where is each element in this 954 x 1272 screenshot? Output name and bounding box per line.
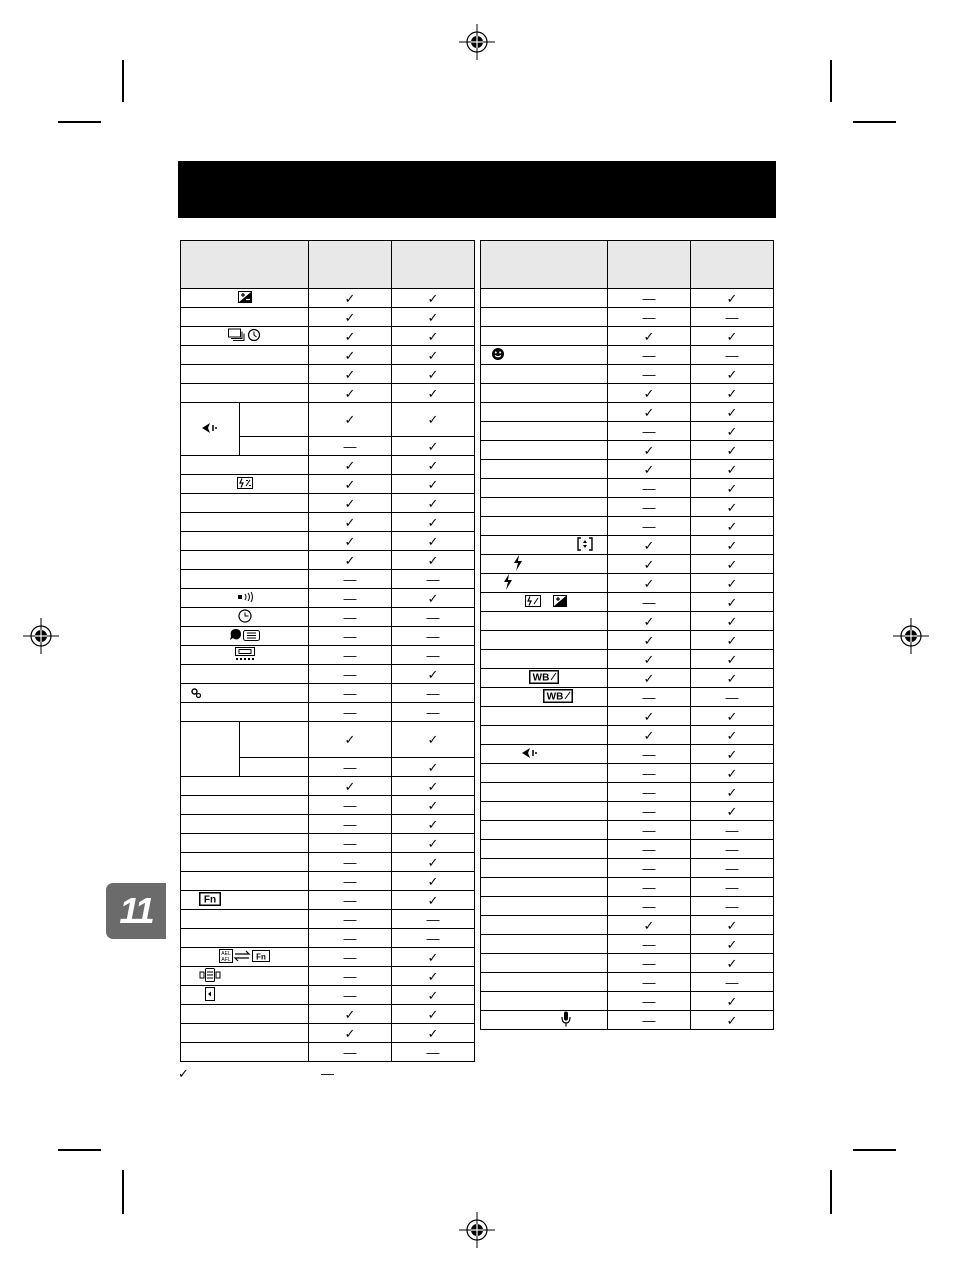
table-row bbox=[481, 384, 774, 403]
availability-cell: — bbox=[309, 665, 392, 684]
table-row bbox=[481, 897, 774, 916]
crop-mark bbox=[58, 121, 101, 123]
availability-cell: — bbox=[691, 878, 774, 897]
availability-cell: — bbox=[691, 821, 774, 840]
availability-cell: — bbox=[608, 688, 691, 707]
availability-cell: ✓ bbox=[608, 916, 691, 935]
table-row bbox=[181, 703, 475, 722]
drive-selftimer-icon bbox=[228, 328, 262, 344]
availability-cell: ✓ bbox=[608, 631, 691, 650]
svg-text:Fn: Fn bbox=[203, 894, 217, 906]
availability-cell: — bbox=[608, 897, 691, 916]
availability-cell: — bbox=[309, 891, 392, 910]
availability-cell: ✓ bbox=[608, 650, 691, 669]
af-frame-icon bbox=[577, 537, 593, 553]
availability-cell: — bbox=[691, 897, 774, 916]
availability-cell: ✓ bbox=[691, 479, 774, 498]
availability-cell: ✓ bbox=[691, 327, 774, 346]
registration-target-icon bbox=[459, 1212, 495, 1248]
table-row bbox=[481, 992, 774, 1011]
availability-cell: ✓ bbox=[309, 327, 392, 346]
table-row bbox=[181, 948, 475, 967]
availability-cell: — bbox=[608, 954, 691, 973]
availability-cell: ✓ bbox=[691, 536, 774, 555]
table-row bbox=[181, 551, 475, 570]
availability-cell: ✓ bbox=[608, 555, 691, 574]
wb-comp-icon bbox=[529, 670, 559, 686]
availability-cell: ✓ bbox=[309, 513, 392, 532]
availability-cell: ✓ bbox=[608, 327, 691, 346]
legend-dash: — bbox=[321, 1066, 334, 1081]
availability-cell: ✓ bbox=[691, 992, 774, 1011]
availability-cell: ✓ bbox=[392, 403, 475, 437]
availability-cell: — bbox=[309, 758, 392, 777]
availability-cell: ✓ bbox=[309, 494, 392, 513]
table-row bbox=[181, 532, 475, 551]
availability-cell: — bbox=[608, 745, 691, 764]
beep-icon bbox=[237, 591, 253, 605]
table-row bbox=[181, 475, 475, 494]
table-row bbox=[481, 441, 774, 460]
availability-cell: ✓ bbox=[691, 650, 774, 669]
availability-cell: ✓ bbox=[309, 384, 392, 403]
table-row bbox=[181, 384, 475, 403]
crop-mark bbox=[58, 1149, 101, 1151]
crop-mark bbox=[122, 60, 124, 102]
availability-cell: ✓ bbox=[309, 403, 392, 437]
availability-cell: ✓ bbox=[691, 384, 774, 403]
table-row bbox=[181, 327, 475, 346]
table-row bbox=[181, 834, 475, 853]
table-row bbox=[481, 707, 774, 726]
availability-cell: ✓ bbox=[392, 665, 475, 684]
availability-cell: — bbox=[309, 929, 392, 948]
flash-icon-2 bbox=[503, 574, 513, 592]
availability-cell: ✓ bbox=[392, 853, 475, 872]
availability-cell: ✓ bbox=[691, 289, 774, 308]
availability-cell: ✓ bbox=[392, 475, 475, 494]
availability-cell: ✓ bbox=[691, 441, 774, 460]
availability-cell: ✓ bbox=[608, 403, 691, 422]
table-row bbox=[481, 479, 774, 498]
clock-icon bbox=[236, 609, 254, 625]
availability-cell: ✓ bbox=[392, 551, 475, 570]
availability-cell: — bbox=[608, 878, 691, 897]
table-row bbox=[181, 308, 475, 327]
availability-cell: ✓ bbox=[309, 722, 392, 758]
availability-cell: — bbox=[608, 479, 691, 498]
availability-cell: — bbox=[392, 646, 475, 665]
availability-cell: — bbox=[309, 834, 392, 853]
availability-cell: ✓ bbox=[392, 308, 475, 327]
availability-cell: ✓ bbox=[608, 612, 691, 631]
table-row bbox=[481, 574, 774, 593]
svg-text:WB: WB bbox=[546, 691, 564, 703]
table-row bbox=[481, 669, 774, 688]
availability-cell: ✓ bbox=[309, 289, 392, 308]
table-row bbox=[181, 967, 475, 986]
availability-cell: — bbox=[608, 1011, 691, 1030]
table-row bbox=[181, 403, 475, 437]
availability-cell: — bbox=[392, 608, 475, 627]
availability-cell: ✓ bbox=[392, 796, 475, 815]
availability-cell: — bbox=[309, 796, 392, 815]
availability-cell: — bbox=[608, 308, 691, 327]
availability-cell: — bbox=[608, 365, 691, 384]
table-row bbox=[481, 631, 774, 650]
availability-cell: — bbox=[608, 289, 691, 308]
table-row bbox=[481, 954, 774, 973]
availability-cell: ✓ bbox=[309, 1005, 392, 1024]
table-row bbox=[181, 986, 475, 1005]
table-row bbox=[181, 891, 475, 910]
table-row bbox=[181, 646, 475, 665]
table-row bbox=[481, 1011, 774, 1030]
availability-cell: ✓ bbox=[309, 308, 392, 327]
availability-cell: — bbox=[608, 346, 691, 365]
language-icon bbox=[229, 628, 261, 644]
table-header-row bbox=[481, 241, 774, 289]
face-icon bbox=[491, 347, 505, 363]
left-function-table bbox=[180, 240, 475, 1062]
crop-mark bbox=[830, 60, 832, 102]
table-row bbox=[481, 555, 774, 574]
availability-cell: ✓ bbox=[392, 1024, 475, 1043]
availability-cell: ✓ bbox=[392, 365, 475, 384]
table-row bbox=[481, 536, 774, 555]
availability-cell: ✓ bbox=[691, 726, 774, 745]
availability-cell: ✓ bbox=[309, 456, 392, 475]
chapter-tab: 11 bbox=[106, 883, 166, 939]
af-target-icon bbox=[201, 422, 219, 436]
availability-cell: — bbox=[392, 703, 475, 722]
availability-cell: ✓ bbox=[691, 764, 774, 783]
availability-cell: ✓ bbox=[691, 631, 774, 650]
right-function-table bbox=[480, 240, 774, 1030]
availability-cell: ✓ bbox=[691, 365, 774, 384]
availability-cell: ✓ bbox=[392, 872, 475, 891]
availability-cell: ✓ bbox=[392, 532, 475, 551]
table-row bbox=[481, 346, 774, 365]
availability-cell: — bbox=[309, 589, 392, 608]
table-row bbox=[481, 859, 774, 878]
availability-cell: — bbox=[691, 308, 774, 327]
table-row bbox=[181, 684, 475, 703]
availability-cell: — bbox=[309, 967, 392, 986]
availability-cell: ✓ bbox=[608, 726, 691, 745]
table-row bbox=[181, 289, 475, 308]
availability-cell: ✓ bbox=[691, 1011, 774, 1030]
availability-cell: ✓ bbox=[691, 802, 774, 821]
availability-cell: — bbox=[608, 422, 691, 441]
table-row bbox=[481, 726, 774, 745]
table-row bbox=[181, 608, 475, 627]
table-row bbox=[481, 498, 774, 517]
table-row bbox=[181, 1005, 475, 1024]
availability-cell: ✓ bbox=[392, 967, 475, 986]
table-row bbox=[481, 308, 774, 327]
availability-cell: ✓ bbox=[392, 437, 475, 456]
bracket-icon bbox=[205, 987, 215, 1003]
crop-mark bbox=[122, 1170, 124, 1214]
availability-cell: ✓ bbox=[309, 475, 392, 494]
availability-cell: ✓ bbox=[691, 612, 774, 631]
availability-cell: ✓ bbox=[608, 707, 691, 726]
svg-text:WB: WB bbox=[532, 672, 550, 684]
availability-cell: — bbox=[309, 1043, 392, 1062]
table-row bbox=[181, 1024, 475, 1043]
availability-cell: — bbox=[608, 593, 691, 612]
table-row bbox=[181, 589, 475, 608]
availability-cell: ✓ bbox=[608, 441, 691, 460]
availability-cell: ✓ bbox=[392, 289, 475, 308]
availability-cell: — bbox=[691, 346, 774, 365]
availability-cell: ✓ bbox=[309, 551, 392, 570]
availability-cell: — bbox=[691, 688, 774, 707]
table-row bbox=[181, 910, 475, 929]
table-row bbox=[481, 802, 774, 821]
availability-cell: ✓ bbox=[691, 403, 774, 422]
registration-target-icon bbox=[893, 618, 929, 654]
availability-cell: — bbox=[309, 646, 392, 665]
table-row bbox=[181, 665, 475, 684]
table-row bbox=[481, 688, 774, 707]
availability-cell: ✓ bbox=[392, 589, 475, 608]
table-row bbox=[481, 783, 774, 802]
table-row bbox=[181, 777, 475, 796]
table-row bbox=[481, 764, 774, 783]
wb-comp-icon-2 bbox=[543, 689, 573, 705]
availability-cell: ✓ bbox=[691, 460, 774, 479]
table-row bbox=[181, 722, 475, 758]
crop-mark bbox=[853, 121, 896, 123]
availability-cell: — bbox=[608, 821, 691, 840]
availability-cell: — bbox=[309, 570, 392, 589]
registration-target-icon bbox=[23, 618, 59, 654]
table-row bbox=[481, 593, 774, 612]
availability-cell: — bbox=[392, 1043, 475, 1062]
availability-cell: ✓ bbox=[691, 669, 774, 688]
table-row bbox=[181, 872, 475, 891]
table-row bbox=[181, 796, 475, 815]
availability-cell: — bbox=[691, 840, 774, 859]
availability-cell: — bbox=[309, 986, 392, 1005]
availability-cell: ✓ bbox=[691, 745, 774, 764]
table-row bbox=[481, 935, 774, 954]
af-target-icon-2 bbox=[521, 747, 539, 761]
availability-cell: — bbox=[608, 859, 691, 878]
availability-cell: ✓ bbox=[691, 498, 774, 517]
svg-text:AEL: AEL bbox=[220, 951, 231, 957]
title-banner bbox=[178, 161, 776, 218]
table-row bbox=[181, 815, 475, 834]
flash-exposure-comp-icon bbox=[525, 595, 567, 609]
availability-cell: ✓ bbox=[392, 777, 475, 796]
table-row bbox=[181, 346, 475, 365]
ael-fn-switch-icon bbox=[219, 949, 271, 965]
availability-cell: — bbox=[608, 517, 691, 536]
brightness-icon bbox=[235, 647, 255, 663]
availability-cell: ✓ bbox=[608, 384, 691, 403]
availability-cell: — bbox=[608, 498, 691, 517]
availability-cell: — bbox=[309, 703, 392, 722]
availability-cell: — bbox=[392, 929, 475, 948]
availability-cell: ✓ bbox=[691, 422, 774, 441]
availability-cell: — bbox=[392, 910, 475, 929]
table-row bbox=[481, 327, 774, 346]
availability-cell: — bbox=[309, 437, 392, 456]
crop-mark bbox=[830, 1170, 832, 1214]
availability-cell: ✓ bbox=[392, 1005, 475, 1024]
availability-cell: ✓ bbox=[392, 986, 475, 1005]
availability-cell: ✓ bbox=[309, 365, 392, 384]
availability-cell: — bbox=[309, 815, 392, 834]
table-row bbox=[481, 878, 774, 897]
availability-cell: ✓ bbox=[392, 327, 475, 346]
availability-cell: ✓ bbox=[691, 517, 774, 536]
availability-cell: ✓ bbox=[392, 513, 475, 532]
availability-cell: — bbox=[309, 948, 392, 967]
availability-cell: ✓ bbox=[392, 494, 475, 513]
flash-icon bbox=[513, 555, 523, 573]
table-row bbox=[481, 821, 774, 840]
availability-cell: ✓ bbox=[691, 555, 774, 574]
availability-cell: ✓ bbox=[608, 536, 691, 555]
availability-cell: ✓ bbox=[608, 460, 691, 479]
microphone-icon bbox=[561, 1011, 571, 1029]
availability-cell: — bbox=[608, 935, 691, 954]
availability-cell: ✓ bbox=[309, 532, 392, 551]
table-row bbox=[481, 840, 774, 859]
availability-cell: ✓ bbox=[392, 384, 475, 403]
availability-cell: ✓ bbox=[608, 669, 691, 688]
availability-cell: ✓ bbox=[392, 758, 475, 777]
availability-cell: ✓ bbox=[691, 935, 774, 954]
availability-cell: — bbox=[608, 992, 691, 1011]
table-row bbox=[481, 403, 774, 422]
table-row bbox=[481, 517, 774, 536]
availability-cell: — bbox=[608, 802, 691, 821]
availability-cell: — bbox=[309, 853, 392, 872]
availability-cell: — bbox=[392, 684, 475, 703]
table-header-row bbox=[181, 241, 475, 289]
crop-mark bbox=[853, 1149, 896, 1151]
flash-comp-icon bbox=[237, 477, 253, 491]
availability-cell: ✓ bbox=[392, 456, 475, 475]
availability-cell: ✓ bbox=[309, 1024, 392, 1043]
svg-text:Fn: Fn bbox=[255, 952, 266, 962]
table-row bbox=[481, 973, 774, 992]
availability-cell: ✓ bbox=[691, 916, 774, 935]
registration-target-icon bbox=[459, 24, 495, 60]
table-row bbox=[481, 460, 774, 479]
table-row bbox=[481, 612, 774, 631]
availability-cell: ✓ bbox=[392, 891, 475, 910]
availability-cell: — bbox=[309, 872, 392, 891]
availability-cell: — bbox=[392, 627, 475, 646]
table-row bbox=[481, 916, 774, 935]
table-row bbox=[181, 456, 475, 475]
availability-cell: ✓ bbox=[392, 722, 475, 758]
table-row bbox=[481, 365, 774, 384]
table-row bbox=[181, 570, 475, 589]
availability-cell: — bbox=[392, 570, 475, 589]
availability-cell: — bbox=[691, 859, 774, 878]
table-row bbox=[181, 494, 475, 513]
availability-cell: — bbox=[309, 627, 392, 646]
availability-cell: ✓ bbox=[691, 954, 774, 973]
availability-cell: ✓ bbox=[691, 707, 774, 726]
availability-cell: ✓ bbox=[309, 777, 392, 796]
availability-cell: ✓ bbox=[608, 574, 691, 593]
table-row bbox=[181, 627, 475, 646]
fn-button-icon bbox=[199, 892, 221, 908]
availability-cell: — bbox=[309, 608, 392, 627]
availability-cell: ✓ bbox=[691, 783, 774, 802]
svg-text:AFL: AFL bbox=[220, 957, 231, 963]
availability-cell: — bbox=[608, 840, 691, 859]
availability-cell: ✓ bbox=[392, 834, 475, 853]
table-row bbox=[181, 929, 475, 948]
availability-cell: ✓ bbox=[691, 593, 774, 612]
table-row bbox=[481, 422, 774, 441]
table-row bbox=[181, 365, 475, 384]
table-row bbox=[481, 745, 774, 764]
exposure-comp-icon bbox=[238, 291, 252, 305]
table-row bbox=[181, 1043, 475, 1062]
table-row bbox=[181, 513, 475, 532]
availability-cell: — bbox=[608, 764, 691, 783]
dial-icon bbox=[199, 968, 221, 984]
availability-cell: — bbox=[608, 973, 691, 992]
availability-cell: ✓ bbox=[392, 948, 475, 967]
availability-cell: ✓ bbox=[392, 346, 475, 365]
availability-cell: — bbox=[309, 684, 392, 703]
legend-check: ✓ bbox=[178, 1066, 189, 1081]
table-row bbox=[481, 650, 774, 669]
availability-cell: ✓ bbox=[309, 346, 392, 365]
availability-cell: ✓ bbox=[392, 815, 475, 834]
table-row bbox=[181, 853, 475, 872]
availability-cell: — bbox=[608, 783, 691, 802]
setup-icon bbox=[191, 687, 201, 700]
availability-cell: — bbox=[691, 973, 774, 992]
availability-cell: — bbox=[309, 910, 392, 929]
table-row bbox=[481, 289, 774, 308]
availability-cell: ✓ bbox=[691, 574, 774, 593]
